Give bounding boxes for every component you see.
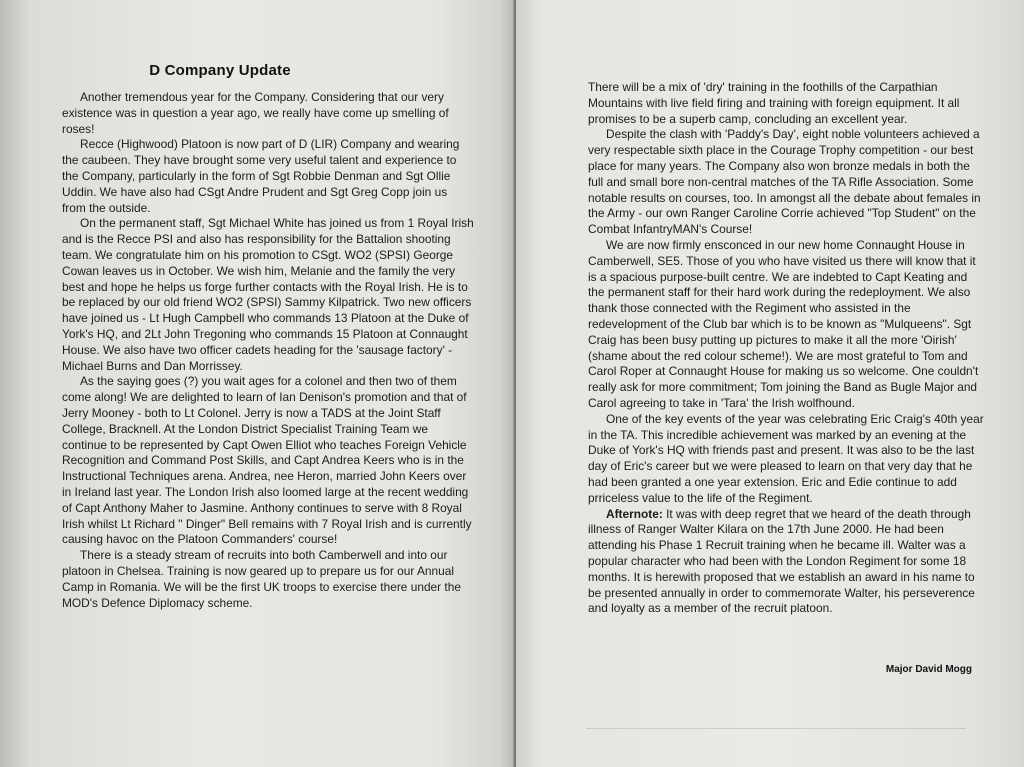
afternote-text: It was with deep regret that we heard of the death through illness of Ranger Walter Kilara on the 17th June 2000. He had been attending his Phase 1 Recruit training when he became ill. Walter was a popular character who had been with the London Regiment for some 18 months. It is herewith proposed that we establish an award in his name to be presented annually in order to commemorate Walter, his perseverence and loyalty as a member of the recruit platoon.	[588, 506, 975, 616]
left-column	[62, 90, 474, 611]
paragraph: There is a steady stream of recruits into both Camberwell and into our platoon in Chelsea. Training is now geared up to prepare us for our Annual Camp in Romania. We will be the first UK troops to exercise there under the MOD's Defence Diplomacy scheme.	[62, 548, 461, 610]
paragraph: Despite the clash with 'Paddy's Day', eight noble volunteers achieved a very respectable sixth place in the Courage Trophy competition - our best place for many years. The Company also won bronze medals in both the full and small bore non-central matches of the TA Rifle Association. Some notable results on courses, too. In amongst all the debate about females in the Army - our own Ranger Caroline Corrie achieved "Top Student" on the Combat InfantryMAN's Course!	[588, 127, 981, 237]
paragraph: One of the key events of the year was celebrating Eric Craig's 40th year in the TA. This incredible achievement was marked by an evening at the Duke of York's HQ with friends past and present. It was also to be the last day of Eric's career but we were pleased to learn on that very day that he had been granted a one year extension. Eric and Edie continue to add prriceless value to the life of the Regiment.	[588, 411, 984, 505]
page-title: D Company Update	[149, 62, 291, 79]
right-page	[516, 0, 1024, 767]
right-column	[588, 80, 986, 617]
paragraph: As the saying goes (?) you wait ages for a colonel and then two of them come along! We are delighted to learn of Ian Denison's promotion and that of Jerry Mooney - both to Lt Colonel. Jerry is now a TADS at the Joint Staff College, Bracknell. At the London District Specialist Training Team we continue to be represented by Capt Owen Elliot who teaches Foreign Vehicle Recognition and Command Post Skills, and Capt Andrea Keers who is in the Instructional Techniques arena. Andrea, nee Heron, married John Keers over in Ireland last year. The London Irish also loomed large at the recent wedding of Capt Anthony Maher to Jasmine. Anthony continues to serve with 8 Royal Irish whilst Lt Richard " Dinger" Bell remains with 7 Royal Irish and is currently causing havoc on the Platoon Commanders' course!	[62, 374, 472, 547]
afternote-label: Afternote:	[606, 506, 663, 521]
paragraph: Another tremendous year for the Company. Considering that our very existence was in question a year ago, we really have come up smelling of roses!	[62, 90, 449, 136]
afternote	[588, 507, 986, 618]
divider	[586, 728, 966, 729]
paragraph: On the permanent staff, Sgt Michael White has joined us from 1 Royal Irish and is the Recce PSI and also has responsibility for the Battalion shooting team. We congratulate him on his promotion to CSgt. WO2 (SPSI) George Cowan leaves us in October. We wish him, Melanie and the family the very best and hope he helps us forge further contacts with the Royal Irish. He is to be replaced by our old friend WO2 (SPSI) Sammy Kilpatrick. Two new officers have joined us - Lt Hugh Campbell who commands 13 Platoon at the Duke of York's HQ, and 2Lt John Tregoning who commands 15 Platoon at Connaught House. We also have two officer cadets heading for the 'sausage factory' - Michael Burns and Dan Morrissey.	[62, 216, 474, 373]
signature: Major David Mogg	[885, 664, 972, 675]
paragraph-continuation: There will be a mix of 'dry' training in the foothills of the Carpathian Mountains with live field firing and training with foreign equipment. It all promises to be a superb camp, concluding an excellent year.	[588, 80, 960, 126]
paragraph: We are now firmly ensconced in our new home Connaught House in Camberwell, SE5. Those of you who have visited us there will know that it is a spacious purpose-built centre. We are indebted to Capt Keating and the permanent staff for their hard work during the redeployment. We also thank those connected with the Regiment who assisted in the redevelopment of the Club bar which is to be known as "Mulqueens". Sgt Craig has been busy putting up pictures to make it all the more 'Oirish' (shame about the red colour scheme!). We are most grateful to Tom and Carol Roper at Connaught House for making us so welcome. One couldn't really ask for more commitment; Tom joining the Band as Bugle Major and Carol agreeing to take in 'Tara' the Irish wolfhound.	[588, 237, 979, 410]
paragraph: Recce (Highwood) Platoon is now part of D (LIR) Company and wearing the caubeen. They have brought some very useful talent and experience to the Company, particularly in the form of Sgt Robbie Denman and Sgt Ollie Uddin. We have also had CSgt Andre Prudent and Sgt Greg Copp join us from the outside.	[62, 137, 460, 215]
